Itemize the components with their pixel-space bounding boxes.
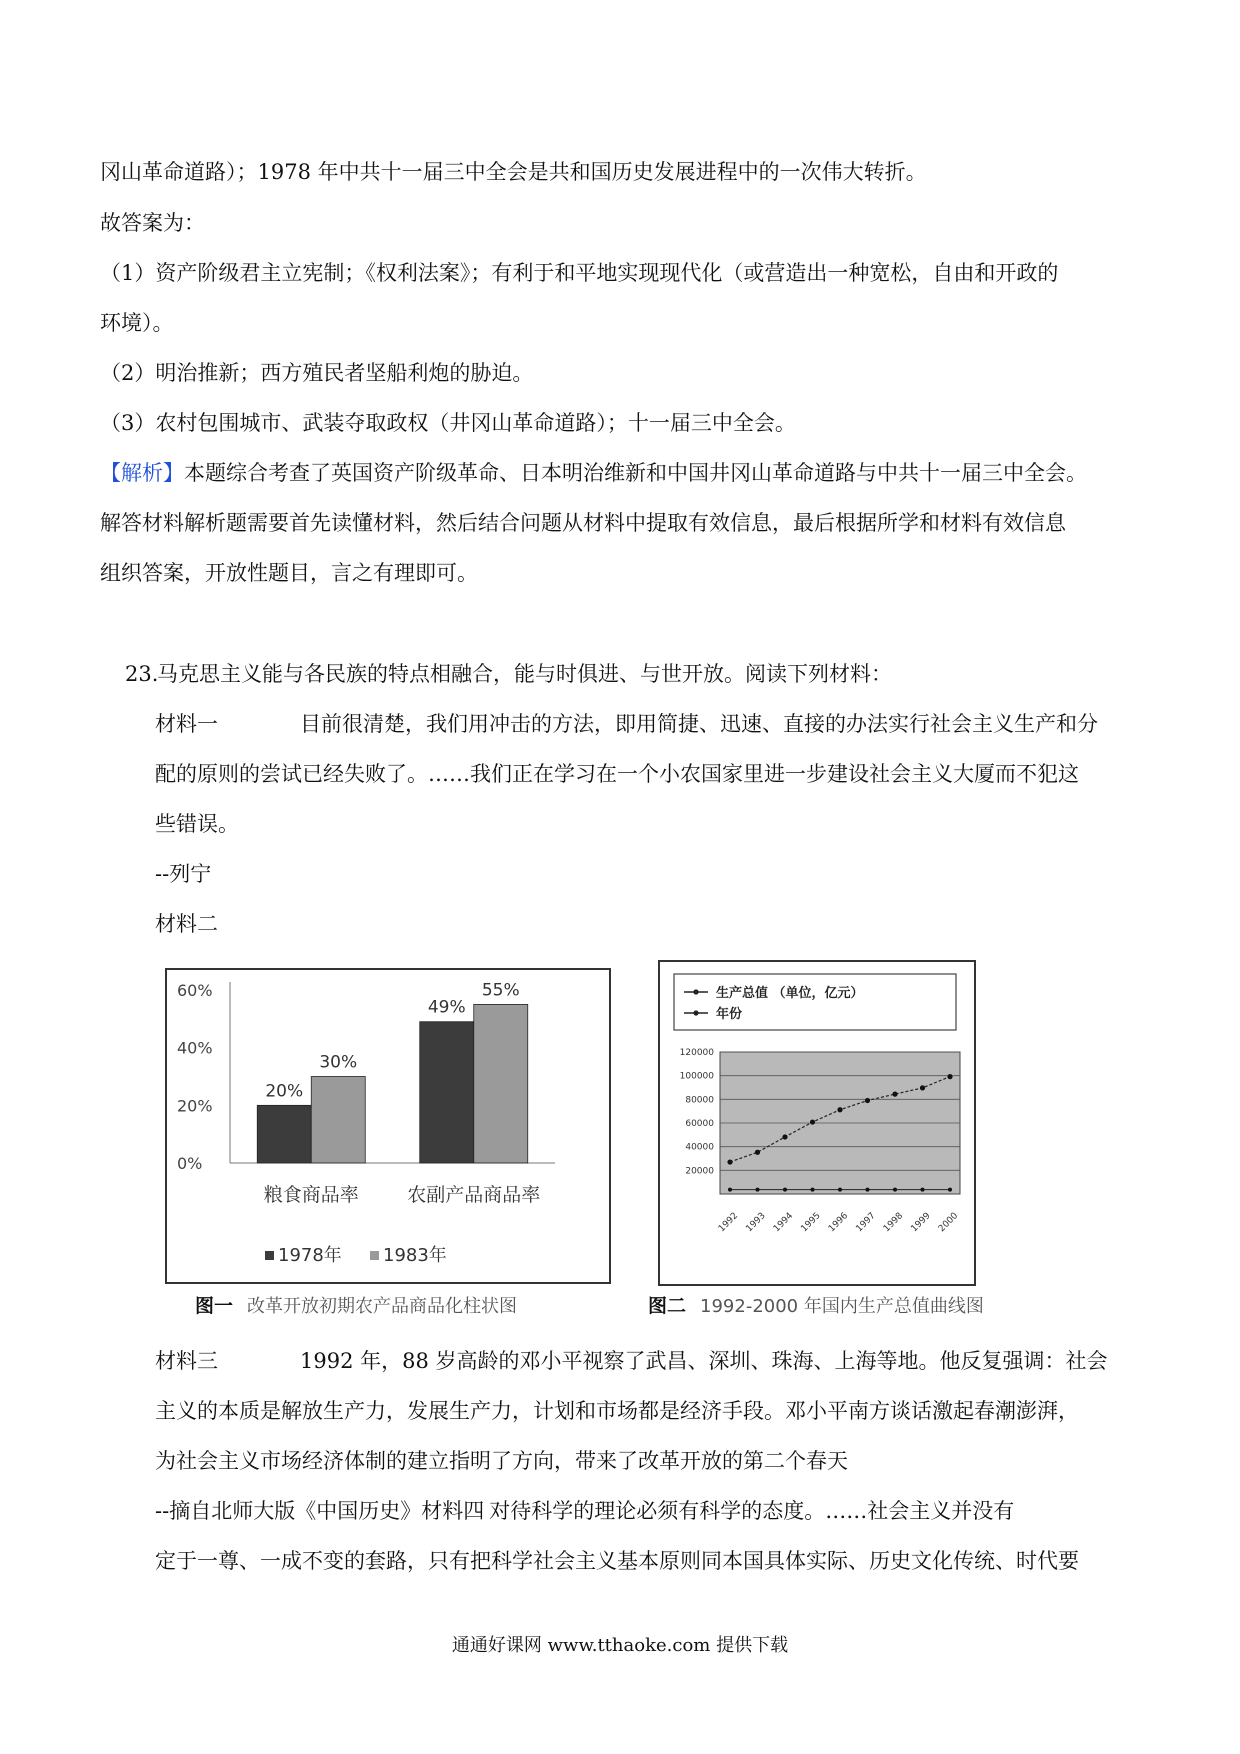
chart-2-x-tick-label: 1997 (854, 1210, 878, 1235)
chart-2-x-tick-label: 1994 (771, 1210, 796, 1235)
chart-1-legend-label: 1978年 (278, 1245, 342, 1266)
question-stem-text: 马克思主义能与各民族的特点相融合，能与时俱进、与世开放。阅读下列材料： (157, 662, 892, 686)
chart-2-x-tick-label: 1992 (716, 1210, 741, 1235)
chart-2-year-point (948, 1188, 952, 1192)
page-footer: 通通好课网 www.tthaoke.com 提供下载 (451, 1635, 789, 1656)
chart-2-year-point (756, 1188, 760, 1192)
chart-2-x-tick-label: 1999 (909, 1210, 933, 1235)
chart-2-year-point (893, 1188, 897, 1192)
question-number: 23. (125, 662, 159, 686)
answer-line-top: 冈山革命道路）；1978 年中共十一届三中全会是共和国历史发展进程中的一次伟大转折。 (100, 160, 927, 184)
chart-2-data-point (810, 1119, 815, 1124)
chart-1-legend-label: 1983年 (383, 1245, 447, 1266)
material-3-line-2: 主义的本质是解放生产力，发展生产力，计划和市场都是经济手段。邓小平南方谈话激起春潮澎湃， (155, 1399, 1079, 1423)
chart-1-y-tick-label: 60% (177, 981, 213, 1000)
chart-2-data-point (947, 1074, 952, 1079)
chart-2-year-point (811, 1188, 815, 1192)
line-chart-figure-2 (658, 960, 976, 1286)
chart-2-y-tick-label: 60000 (685, 1119, 714, 1129)
chart-1-category-label: 农副产品商品率 (407, 1184, 541, 1206)
figure-1-label: 图一 (195, 1295, 234, 1317)
chart-2-year-point (728, 1188, 732, 1192)
chart-2-data-point (727, 1159, 732, 1164)
chart-2-x-tick-label: 1993 (744, 1210, 768, 1235)
chart-2-x-tick-label: 1995 (799, 1210, 823, 1235)
chart-1-y-tick-label: 0% (177, 1154, 203, 1173)
jiexi-text: 本题综合考查了英国资产阶级革命、日本明治维新和中国井冈山革命道路与中共十一届三中全会。 (184, 461, 1087, 485)
answer-1-line-1: （1）资产阶级君主立宪制；《权利法案》；有利于和平地实现现代化（或营造出一种宽松，自由和开政的 (100, 261, 1059, 285)
material-4-label: 材料四 (421, 1499, 485, 1523)
material-2-label: 材料二 (155, 912, 218, 936)
chart-2-y-tick-label: 20000 (685, 1166, 714, 1177)
chart-2-year-point (921, 1188, 925, 1192)
answer-intro: 故答案为： (100, 211, 205, 235)
material-1-line-3: 些错误。 (155, 812, 239, 836)
chart-1-data-label: 49% (427, 997, 466, 1018)
chart-2-x-tick-label: 1996 (826, 1210, 851, 1235)
chart-2-data-point (837, 1107, 842, 1112)
chart-1-y-tick-label: 40% (177, 1038, 213, 1058)
material-1-line-2: 配的原则的尝试已经失败了。……我们正在学习在一个小农国家里进一步建设社会主义大厦而不犯这 (155, 762, 1079, 786)
material-3-line-3: 为社会主义市场经济体制的建立指明了方向，带来了改革开放的第二个春天 (155, 1449, 848, 1473)
chart-2-legend-label: 年份 (716, 1007, 743, 1022)
chart-2-data-point (865, 1098, 870, 1103)
chart-1-data-label: 20% (265, 1081, 304, 1102)
chart-2-data-point (782, 1134, 787, 1139)
chart-1-frame (166, 969, 610, 1283)
figure-2-caption (648, 1291, 984, 1318)
chart-2-y-tick-label: 80000 (685, 1095, 714, 1106)
chart-2-year-point (838, 1188, 842, 1192)
chart-1-data-label: 55% (481, 980, 520, 1001)
material-3-text: 1992 年，88 岁高龄的邓小平视察了武昌、深圳、珠海、上海等地。他反复强调：社会 (300, 1349, 1108, 1373)
chart-2-year-point (783, 1188, 787, 1192)
material-3-line-1 (155, 1346, 1108, 1376)
answer-2: （2）明治推新；西方殖民者坚船利炮的胁迫。 (100, 361, 534, 385)
chart-1-bar (257, 1105, 311, 1163)
jiexi-line-1 (100, 458, 1087, 488)
material-1-line-1 (155, 709, 1098, 739)
chart-2-data-point (892, 1092, 897, 1097)
chart-2-legend-marker (693, 989, 698, 994)
chart-1-bar (420, 1022, 474, 1163)
chart-1-bar (311, 1077, 365, 1164)
chart-1-y-tick-label: 20% (177, 1096, 213, 1116)
answer-3: （3）农村包围城市、武装夺取政权（井冈山革命道路）；十一届三中全会。 (100, 411, 796, 435)
figure-1-caption-text: 改革开放初期农产品商品化柱状图 (247, 1296, 518, 1317)
jiexi-line-3: 组织答案，开放性题目，言之有理即可。 (100, 561, 478, 585)
figure-2-caption-text: 1992-2000 年国内生产总值曲线图 (700, 1296, 984, 1317)
chart-2-legend-marker (693, 1010, 698, 1015)
chart-2-y-tick-label: 120000 (679, 1048, 714, 1058)
material-4-text: 对待科学的理论必须有科学的态度。……社会主义并没有 (489, 1499, 1015, 1523)
figure-1-caption (195, 1291, 517, 1318)
chart-2-y-tick-label: 100000 (679, 1071, 714, 1082)
chart-2-x-tick-label: 2000 (936, 1210, 961, 1235)
material-3-source: --摘自北师大版《中国历史》 (155, 1499, 422, 1523)
chart-1-legend-swatch (265, 1251, 274, 1260)
material-1-label: 材料一 (155, 712, 218, 736)
answer-1-line-2: 环境）。 (100, 311, 174, 335)
jiexi-line-2: 解答材料解析题需要首先读懂材料，然后结合问题从材料中提取有效信息，最后根据所学和材料有效信息 (100, 511, 1066, 535)
chart-1-category-label: 粮食商品率 (263, 1184, 359, 1206)
bar-chart-figure-1 (165, 968, 611, 1284)
chart-1-data-label: 30% (319, 1052, 358, 1073)
chart-2-year-point (866, 1188, 870, 1192)
material-1-source: --列宁 (155, 862, 212, 886)
chart-2-data-point (920, 1085, 925, 1090)
chart-1-bar (474, 1004, 528, 1163)
material-4-line-2: 定于一尊、一成不变的套路，只有把科学社会主义基本原则同本国具体实际、历史文化传统、时代要 (155, 1549, 1079, 1573)
question-stem (125, 659, 892, 689)
chart-2-x-tick-label: 1998 (881, 1210, 906, 1235)
chart-1-legend-swatch (370, 1251, 379, 1260)
chart-2-legend-label: 生产总值 （单位，亿元） (716, 986, 864, 1001)
material-3-source-line (155, 1496, 1014, 1526)
material-3-label: 材料三 (155, 1349, 218, 1373)
figure-2-label: 图二 (648, 1295, 687, 1317)
chart-2-y-tick-label: 40000 (685, 1142, 714, 1153)
material-1-text: 目前很清楚，我们用冲击的方法，即用简捷、迅速、直接的办法实行社会主义生产和分 (300, 712, 1098, 736)
chart-2-data-point (755, 1150, 760, 1155)
jiexi-tag: 【解析】 (100, 461, 184, 485)
